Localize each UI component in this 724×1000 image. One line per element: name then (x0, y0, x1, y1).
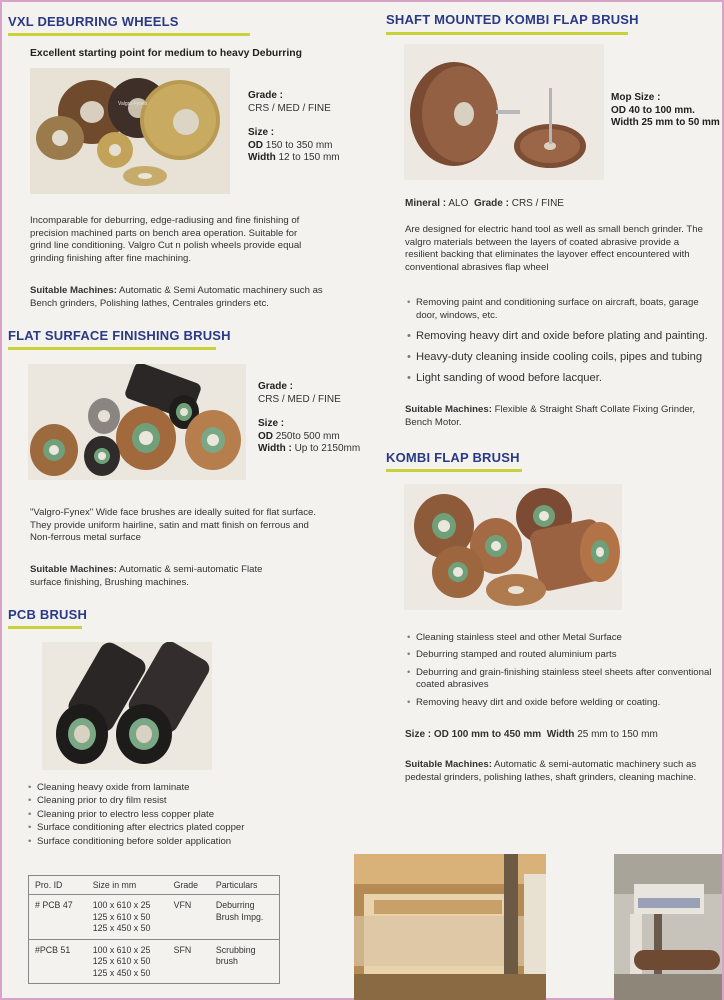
table-header-cell: Pro. ID (29, 876, 87, 895)
vxl-machines-label: Suitable Machines: (30, 285, 117, 296)
machine-photo-right (614, 854, 722, 1000)
kombi-bullets (407, 632, 711, 709)
vxl-desc-line: Incomparable for deburring, edge-radiusing and fine finishing of (30, 215, 300, 226)
shaft-machines (405, 404, 695, 429)
vxl-od-value: 150 to 350 mm (265, 139, 333, 151)
list-item (407, 297, 699, 322)
list-item: • Removing heavy dirt and oxide before plating and painting. (407, 326, 708, 347)
table-cell-particulars (210, 939, 280, 984)
shaft-mineral-value: ALO (448, 198, 469, 209)
kombi-title-rule (386, 469, 522, 472)
table-header-row (29, 876, 280, 895)
kombi-size-width: 25 mm to 150 mm (577, 729, 658, 740)
table-cell-particulars (210, 895, 280, 940)
flat-description (30, 507, 316, 545)
flat-title-rule (8, 347, 216, 350)
flat-desc-line: Non-ferrous metal surface (30, 532, 141, 543)
shaft-desc-line: conventional abrasives flap wheel (405, 261, 549, 273)
kombi-machines (405, 759, 696, 784)
list-item (407, 667, 711, 692)
shaft-mop-width: Width 25 mm to 50 mm (611, 117, 720, 128)
table-cell-id: #PCB 51 (29, 939, 87, 984)
vxl-machines-text2: Bench grinders, Polishing lathes, Centrales grinders etc. (30, 297, 269, 309)
kombi-size-od: OD 100 mm to 450 mm (433, 729, 542, 740)
size-line: 125 x 610 x 50 (92, 956, 151, 966)
size-line: 125 x 610 x 50 (92, 911, 151, 922)
flat-desc-line: They provide uniform hairline, satin and matt finish on ferrous and (30, 519, 309, 531)
flat-title: FLAT SURFACE FINISHING BRUSH (8, 328, 231, 343)
size-line: 125 x 450 x 50 (92, 967, 151, 978)
flat-od-value: 250to 500 mm (275, 430, 340, 442)
vxl-size-label: Size : (248, 127, 275, 138)
table-cell-id: # PCB 47 (29, 895, 87, 940)
list-item: • Light sanding of wood before lacquer. (407, 368, 708, 389)
flat-brush-photo (28, 364, 246, 480)
table-cell-sizes (87, 895, 168, 940)
flat-od-label: OD (258, 430, 273, 442)
kombi-machines-text: Automatic & semi-automatic machinery such as (494, 759, 697, 770)
shaft-desc-line: valgro materials between the layers of coated abrasive provide a (405, 236, 680, 248)
table-header-cell: Size in mm (87, 876, 168, 895)
flat-machines-label: Suitable Machines: (30, 564, 117, 575)
list-item-line: coated abrasives (416, 679, 489, 691)
vxl-title: VXL DEBURRING WHEELS (8, 14, 179, 29)
list-item: • Cleaning prior to electro less copper plate (28, 808, 244, 821)
vxl-width-value: 12 to 150 mm (278, 152, 340, 163)
shaft-desc-line: Are designed for electric hand tool as well as small bench grinder. The (405, 224, 703, 235)
shaft-title-rule (386, 32, 628, 35)
vxl-desc-line: precision machined parts on bench area operation. Suitable for (30, 227, 298, 239)
table-cell-grade: SFN (168, 939, 210, 984)
kombi-size-label: Size : (405, 729, 432, 740)
vxl-machines (30, 285, 323, 310)
flat-grade-label: Grade : (258, 381, 294, 392)
flat-machines (30, 564, 262, 589)
table-cell-sizes (87, 939, 168, 984)
size-line: 100 x 610 x 25 (92, 944, 151, 955)
shaft-desc-line: resilient backing that eliminates the layover effect encountered with (405, 249, 690, 260)
table-row (29, 939, 280, 984)
list-item: • Cleaning heavy oxide from laminate (28, 781, 244, 794)
shaft-mop-label: Mop Size : (611, 92, 661, 103)
table-cell-grade: VFN (168, 895, 210, 940)
particulars-line: Deburring (215, 900, 255, 910)
pcb-title: PCB BRUSH (8, 607, 88, 622)
vxl-description (30, 215, 301, 265)
vxl-desc-line: grinding finishing after fine machining. (30, 252, 192, 264)
pcb-spec-table (28, 875, 280, 984)
shaft-title: SHAFT MOUNTED KOMBI FLAP BRUSH (386, 12, 639, 27)
shaft-brush-photo (404, 44, 604, 180)
flat-desc-line: "Valgro-Fynex" Wide face brushes are ideally suited for flat surface. (30, 507, 317, 518)
shaft-description (405, 224, 703, 274)
vxl-width-label: Width (248, 152, 276, 163)
shaft-machines-text: Flexible & Straight Shaft Collate Fixing Grinder, (494, 404, 696, 415)
pcb-title-rule (8, 626, 82, 629)
particulars-line: brush (215, 956, 238, 966)
machine-photo-left (354, 854, 546, 1000)
kombi-title: KOMBI FLAP BRUSH (386, 450, 520, 465)
list-item: • Removing heavy dirt and oxide before welding or coating. (407, 697, 711, 709)
flat-specs (258, 381, 360, 456)
kombi-machines-label: Suitable Machines: (405, 759, 492, 770)
flat-machines-text: Automatic & semi-automatic Flate (119, 564, 263, 575)
list-item: • Surface conditioning before solder application (28, 835, 244, 848)
flat-machines-text2: surface finishing, Brushing machines. (30, 576, 189, 588)
size-line: 125 x 450 x 50 (92, 923, 151, 933)
shaft-mineral-grade (405, 198, 564, 211)
table-header-cell: Particulars (210, 876, 280, 895)
shaft-grade-value: CRS / FINE (511, 198, 564, 209)
list-item-line: • Removing paint and conditioning surface on aircraft, boats, garage (416, 297, 699, 308)
table-row (29, 895, 280, 940)
particulars-line: Scrubbing (215, 944, 256, 955)
vxl-desc-line: grind line conditioning. Valgro Cut n polish wheels provide equal (30, 240, 302, 251)
list-item: • Surface conditioning after electrics plated copper (28, 821, 244, 834)
size-line: 100 x 610 x 25 (92, 900, 151, 910)
pcb-brush-photo (42, 642, 212, 770)
vxl-title-rule (8, 33, 250, 36)
shaft-bullets-small (407, 297, 699, 322)
list-item: • Heavy-duty cleaning inside cooling coils, pipes and tubing (407, 347, 708, 368)
vxl-wheels-photo (30, 68, 230, 194)
flat-width-value: Up to 2150mm (294, 443, 361, 454)
shaft-machines-text2: Bench Motor. (405, 416, 462, 428)
shaft-mop-specs (611, 92, 720, 130)
vxl-specs (248, 90, 340, 165)
list-item: • Cleaning prior to dry film resist (28, 794, 244, 807)
pcb-bullets (28, 781, 244, 848)
vxl-grade-value: CRS / MED / FINE (248, 102, 331, 114)
shaft-machines-label: Suitable Machines: (405, 404, 492, 415)
list-item: • Cleaning stainless steel and other Metal Surface (407, 632, 711, 644)
table-header-cell: Grade (168, 876, 210, 895)
vxl-subtitle: Excellent starting point for medium to heavy Deburring (30, 48, 302, 59)
flat-grade-value: CRS / MED / FINE (258, 393, 341, 405)
flat-size-label: Size : (258, 418, 285, 429)
list-item: • Deburring stamped and routed aluminium parts (407, 649, 711, 661)
vxl-grade-label: Grade : (248, 90, 284, 101)
list-item-line: • Deburring and grain-finishing stainless steel sheets after conventional (416, 666, 712, 678)
vxl-od-label: OD (248, 139, 263, 151)
wheel-brand-label: Valgro-Fynex (118, 101, 148, 107)
particulars-line: Brush Impg. (215, 911, 264, 922)
kombi-size (405, 729, 658, 742)
shaft-mop-od: OD 40 to 100 mm. (611, 104, 695, 116)
kombi-size-width-label: Width (546, 729, 575, 740)
list-item-line: door, windows, etc. (416, 309, 498, 321)
kombi-brush-photo (404, 484, 622, 610)
kombi-machines-text2: pedestal grinders, polishing lathes, shaft grinders, cleaning machine. (405, 771, 697, 783)
vxl-machines-text: Automatic & Semi Automatic machinery such as (119, 285, 323, 296)
shaft-mineral-label: Mineral : (405, 198, 447, 209)
shaft-grade-label: Grade : (473, 198, 509, 209)
flat-width-label: Width : (258, 443, 292, 454)
shaft-bullets-large (407, 326, 708, 389)
